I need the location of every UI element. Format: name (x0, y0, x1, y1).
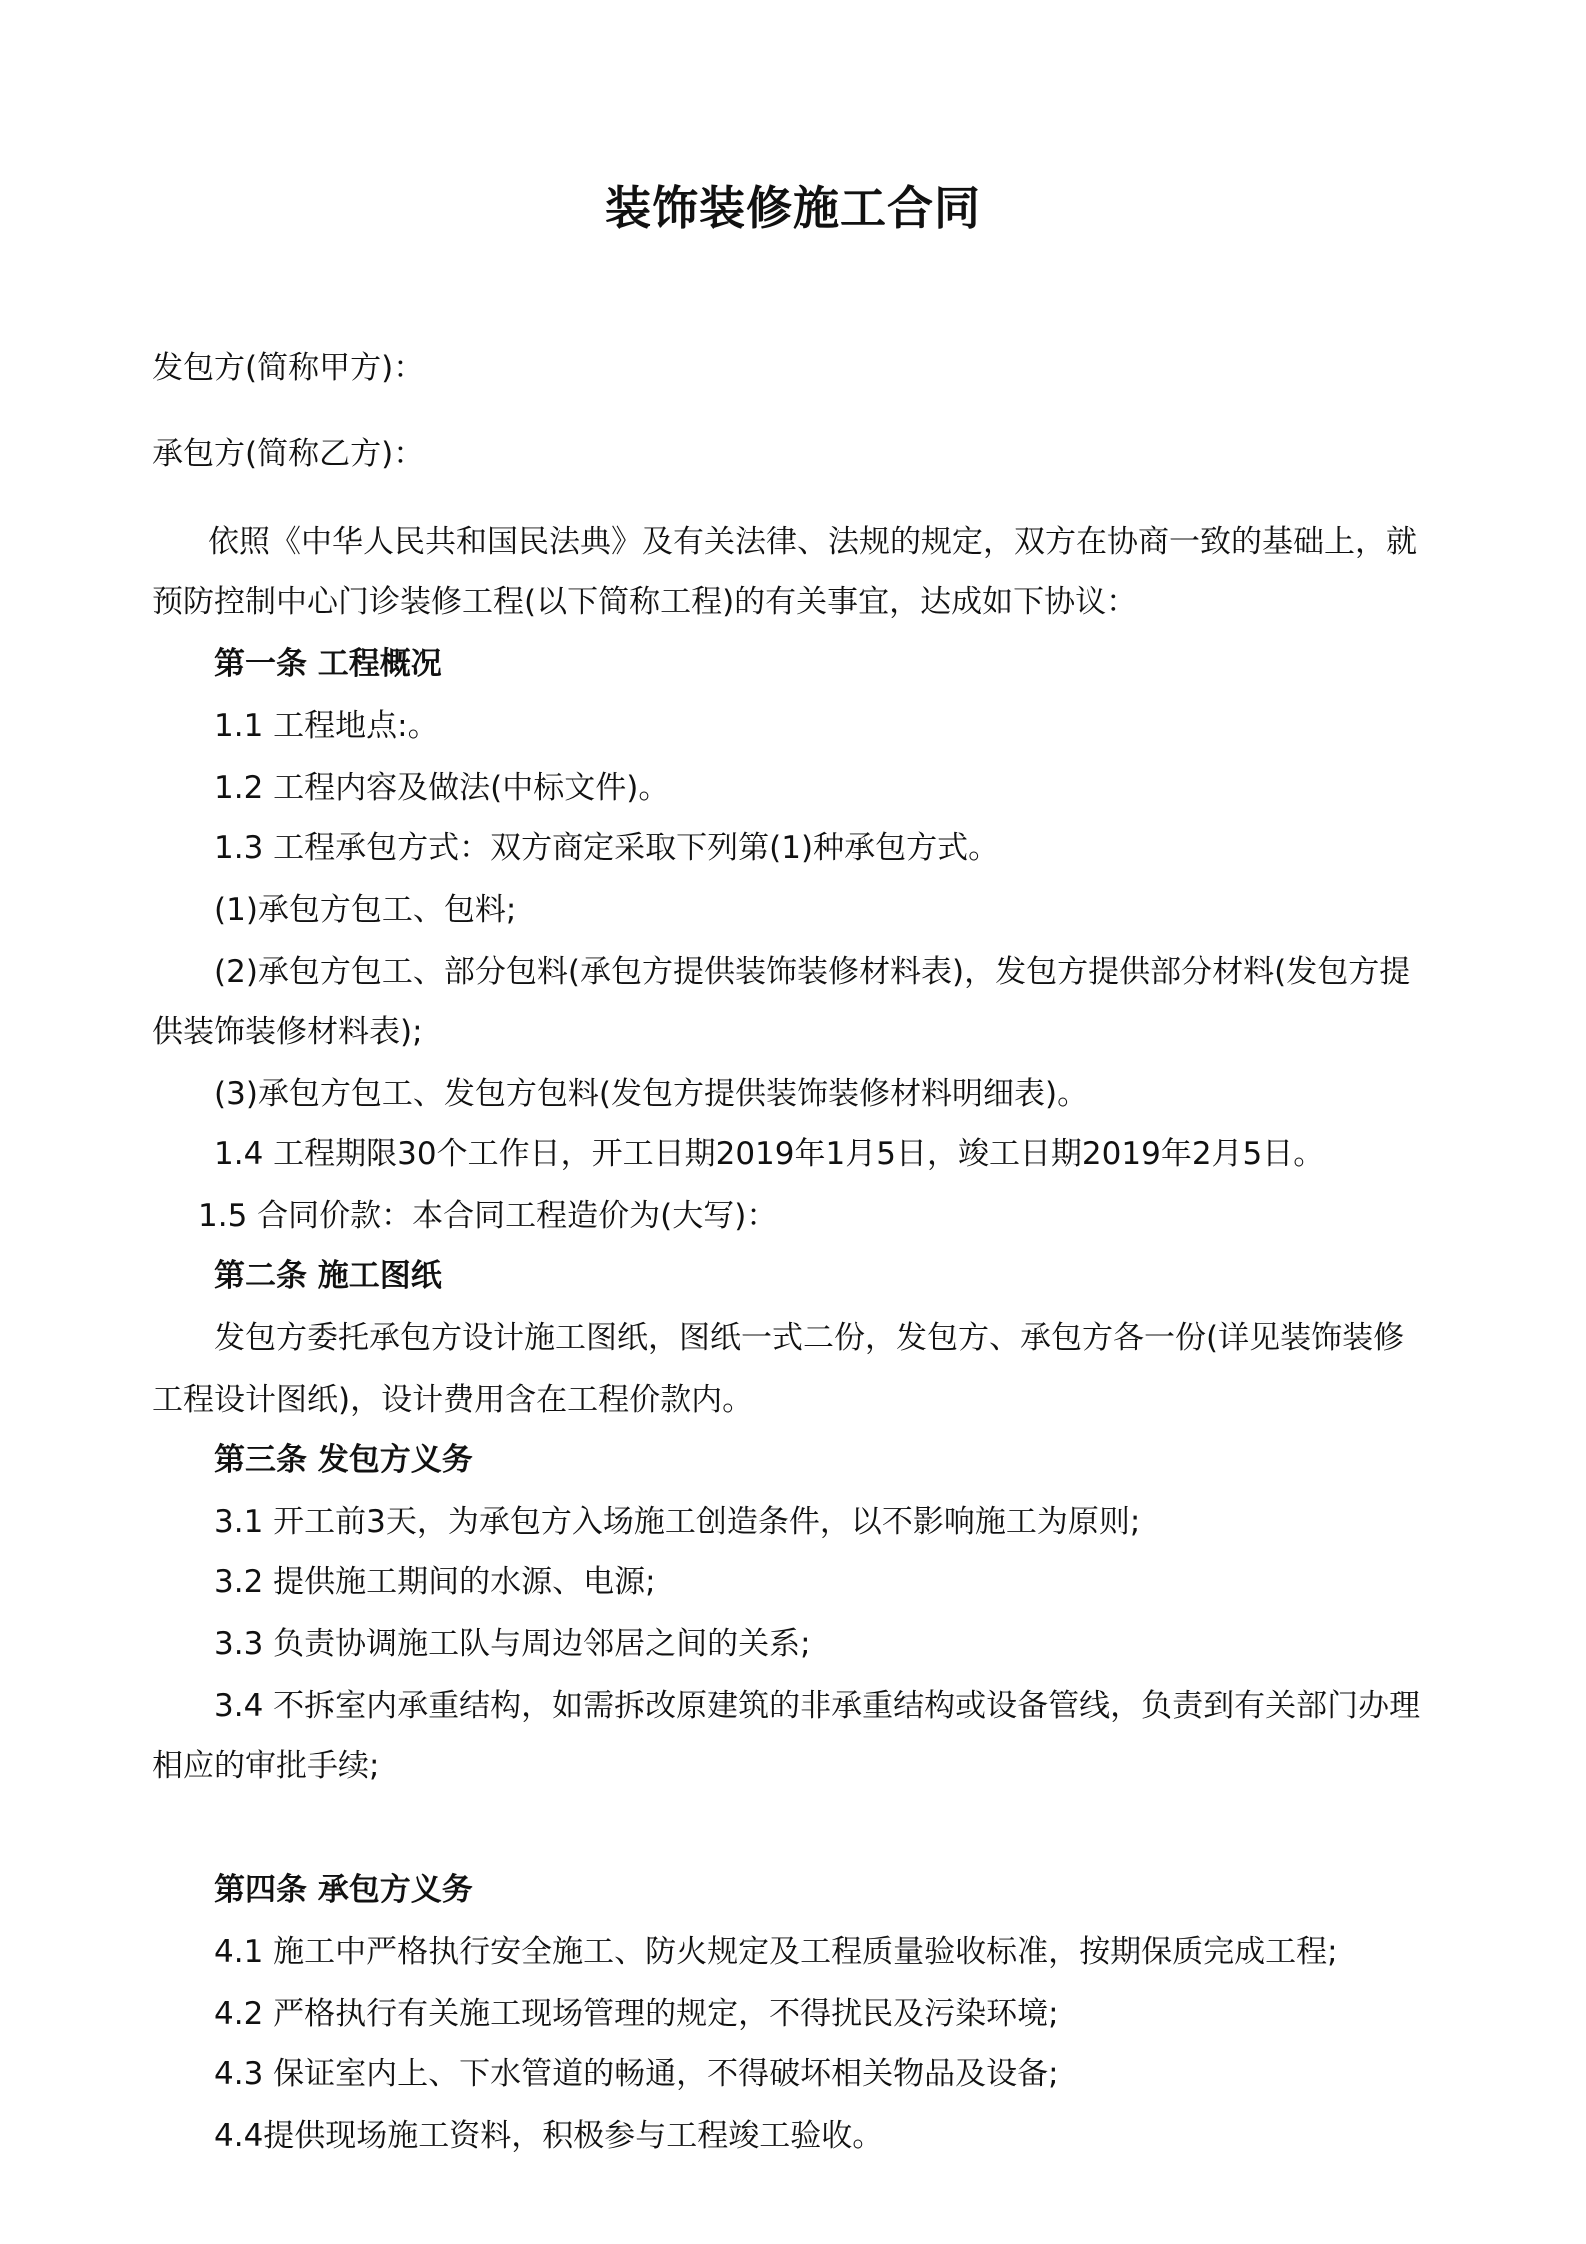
article-1-item: 1.5 合同价款：本合同工程造价为(大写)： (198, 1198, 778, 1234)
article-1-item: 供装饰装修材料表); (152, 1014, 423, 1050)
article-3-item: 3.3 负责协调施工队与周边邻居之间的关系; (214, 1626, 811, 1662)
article-3-item: 3.1 开工前3天，为承包方入场施工创造条件，以不影响施工为原则; (214, 1504, 1141, 1540)
intro-line-2: 预防控制中心门诊装修工程(以下简称工程)的有关事宜，达成如下协议： (152, 584, 1138, 620)
article-3-heading: 第三条 发包方义务 (214, 1442, 473, 1478)
article-4-item: 4.1 施工中严格执行安全施工、防火规定及工程质量验收标准，按期保质完成工程; (214, 1934, 1338, 1970)
article-4-item: 4.4提供现场施工资料，积极参与工程竣工验收。 (214, 2118, 884, 2154)
article-1-item: 1.2 工程内容及做法(中标文件)。 (214, 770, 670, 806)
article-1-item: 1.1 工程地点:。 (214, 708, 439, 744)
article-4-item: 4.2 严格执行有关施工现场管理的规定，不得扰民及污染环境; (214, 1996, 1059, 2032)
article-3-item: 相应的审批手续; (152, 1748, 380, 1784)
document-title: 装饰装修施工合同 (605, 181, 981, 235)
article-1-item: 1.4 工程期限30个工作日，开工日期2019年1月5日，竣工日期2019年2月5日。 (214, 1136, 1325, 1172)
article-1-item: (2)承包方包工、部分包料(承包方提供装饰装修材料表)，发包方提供部分材料(发包方提 (214, 954, 1411, 990)
party-b-line: 承包方(简称乙方)： (152, 436, 425, 472)
article-1-item: (1)承包方包工、包料; (214, 892, 517, 928)
article-3-item: 3.4 不拆室内承重结构，如需拆改原建筑的非承重结构或设备管线，负责到有关部门办理 (214, 1688, 1421, 1724)
article-1-heading: 第一条 工程概况 (214, 646, 442, 682)
intro-line-1: 依照《中华人民共和国民法典》及有关法律、法规的规定，双方在协商一致的基础上，就 (208, 524, 1417, 560)
article-2-heading: 第二条 施工图纸 (214, 1258, 442, 1294)
party-a-line: 发包方(简称甲方)： (152, 350, 425, 386)
article-2-body: 发包方委托承包方设计施工图纸，图纸一式二份，发包方、承包方各一份(详见装饰装修 (214, 1320, 1405, 1356)
article-2-body: 工程设计图纸)，设计费用含在工程价款内。 (152, 1382, 754, 1418)
article-1-item: 1.3 工程承包方式：双方商定采取下列第(1)种承包方式。 (214, 830, 1000, 866)
article-4-item: 4.3 保证室内上、下水管道的畅通，不得破坏相关物品及设备; (214, 2056, 1059, 2092)
article-4-heading: 第四条 承包方义务 (214, 1872, 473, 1908)
article-1-item: (3)承包方包工、发包方包料(发包方提供装饰装修材料明细表)。 (214, 1076, 1089, 1112)
article-3-item: 3.2 提供施工期间的水源、电源; (214, 1564, 656, 1600)
